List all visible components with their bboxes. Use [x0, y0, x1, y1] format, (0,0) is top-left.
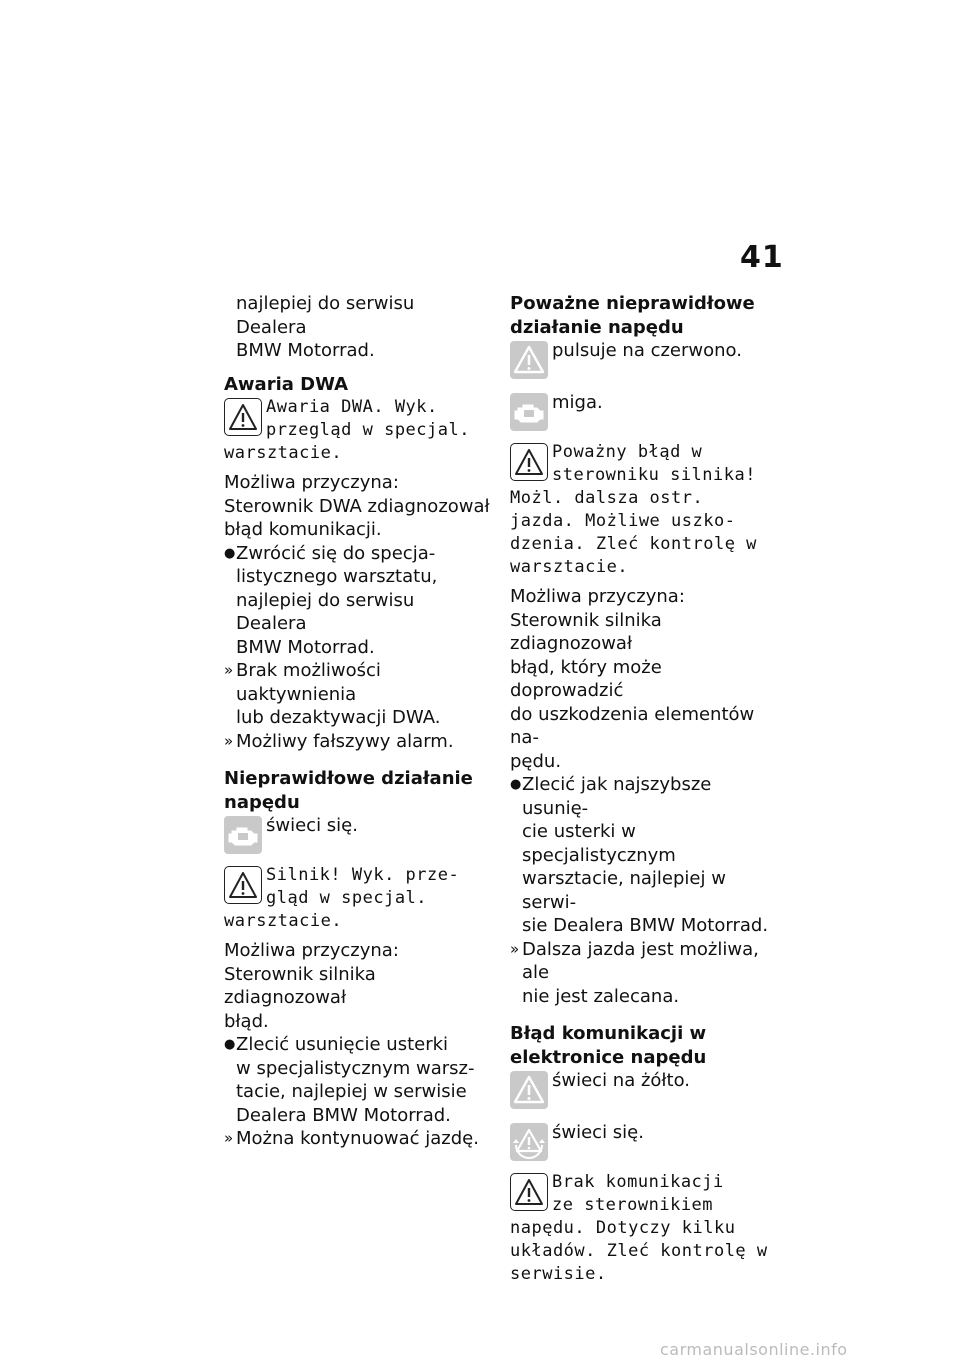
cause-text: błąd komunikacji. — [224, 519, 382, 540]
cause-label: Możliwa przyczyna: — [224, 940, 399, 961]
message-line: Brak komunikacji — [552, 1172, 724, 1192]
bullet-icon: ● — [510, 777, 522, 792]
engine-icon — [224, 816, 262, 854]
engine-lamp-indicator — [510, 391, 778, 431]
message-line: warsztacie. — [224, 443, 343, 463]
result-arrow-icon: » — [224, 1129, 234, 1147]
right-column — [510, 292, 778, 1286]
message-line: napędu. Dotyczy kilku — [510, 1218, 736, 1238]
left-column — [224, 292, 490, 1151]
cause-text: Sterownik silnika zdiagnozował — [224, 963, 376, 1008]
warning-triangle-icon — [224, 398, 262, 436]
message-line: warsztacie. — [224, 911, 343, 931]
message-line: dzenia. Zleć kontrolę w — [510, 534, 757, 554]
display-message-engine — [224, 864, 490, 933]
message-line: układów. Zleć kontrolę w — [510, 1241, 768, 1261]
message-line: serwisie. — [510, 1264, 607, 1284]
warning-triangle-icon — [510, 1173, 548, 1211]
cause-text: pędu. — [510, 750, 562, 772]
heading-awaria-dwa: Awaria DWA — [224, 373, 349, 395]
cause-text: Sterownik DWA zdiagnozował — [224, 495, 490, 517]
cause-text: Sterownik silnika zdiagnozował — [510, 609, 662, 654]
message-line: Awaria DWA. Wyk. — [266, 397, 438, 417]
bullet-icon: ● — [224, 545, 236, 561]
page-number: 41 — [740, 240, 784, 275]
result-item: » Brak możliwości uaktywnienia lub dezaktywacji DWA. — [224, 660, 441, 728]
continued-text-1: najlepiej do serwisu Dealera — [236, 293, 415, 338]
engine-icon — [510, 393, 548, 431]
action-item: ● Zwrócić się do specja- listycznego warsztatu, najlepiej do serwisu Dealera BMW Motorrad. — [224, 542, 438, 658]
cause-label: Możliwa przyczyna: — [510, 586, 685, 607]
drive-system-lamp-indicator — [510, 1121, 778, 1161]
cause-text: do uszkodzenia elementów na- — [510, 703, 755, 748]
result-arrow-icon: » — [224, 661, 234, 679]
lamp-text: świeci się. — [552, 1122, 644, 1143]
message-line: jazda. Możliwe uszko- — [510, 511, 736, 531]
general-warning-lamp-indicator — [510, 339, 778, 379]
engine-lamp-indicator — [224, 814, 490, 854]
action-item: ● Zlecić jak najszybsze usunię- cie usterki w specjalistycznym warsztacie, najlepiej w serwi- sie Dealera BMW Motorrad. — [510, 774, 769, 936]
lamp-text: świeci się. — [266, 815, 358, 836]
message-line: Silnik! Wyk. prze- — [266, 865, 460, 885]
display-message-communication — [510, 1171, 778, 1286]
bullet-icon: ● — [224, 1037, 236, 1052]
message-line: Poważny błąd w — [552, 442, 703, 462]
continued-text-2: BMW Motorrad. — [236, 340, 375, 361]
drive-system-icon — [510, 1123, 548, 1161]
lamp-text: miga. — [552, 392, 603, 413]
general-warning-light-icon — [510, 341, 548, 379]
general-warning-lamp-indicator — [510, 1069, 778, 1109]
message-line: sterowniku silnika! — [552, 465, 756, 485]
result-arrow-icon: » — [224, 731, 234, 750]
result-item: » Dalsza jazda jest możliwa, ale nie jest zalecana. — [510, 938, 759, 1007]
heading-communication-error: Błąd komunikacji w elektronice napędu — [510, 1023, 707, 1068]
display-message-dwa — [224, 396, 490, 465]
heading-drive-malfunction: Nieprawidłowe działanie napędu — [224, 768, 473, 813]
warning-triangle-icon — [224, 866, 262, 904]
lamp-text: pulsuje na czerwono. — [552, 340, 742, 361]
general-warning-light-icon — [510, 1071, 548, 1109]
lamp-text: świeci na żółto. — [552, 1070, 691, 1091]
cause-text: błąd, który może doprowadzić — [510, 656, 662, 701]
result-item: » Możliwy fałszywy alarm. — [224, 730, 454, 752]
message-line: gląd w specjal. — [266, 888, 428, 908]
result-item: » Można kontynuować jazdę. — [224, 1128, 479, 1149]
warning-triangle-icon — [510, 443, 548, 481]
cause-label: Możliwa przyczyna: — [224, 472, 399, 493]
display-message-serious-engine — [510, 441, 778, 579]
message-line: warsztacie. — [510, 557, 629, 577]
heading-serious-drive-malfunction: Poważne nieprawidłowe działanie napędu — [510, 293, 755, 338]
message-line: ze sterownikiem — [552, 1195, 714, 1215]
result-arrow-icon: » — [510, 939, 520, 958]
message-line: Możl. dalsza ostr. — [510, 488, 704, 508]
message-line: przegląd w specjal. — [266, 420, 470, 440]
watermark-footer: carmanualsonline.info — [660, 1340, 848, 1359]
cause-text: błąd. — [224, 1010, 269, 1032]
action-item: ● Zlecić usunięcie usterki w specjalistycznym warsz- tacie, najlepiej w serwisie Dealera BMW Motorrad. — [224, 1034, 475, 1126]
